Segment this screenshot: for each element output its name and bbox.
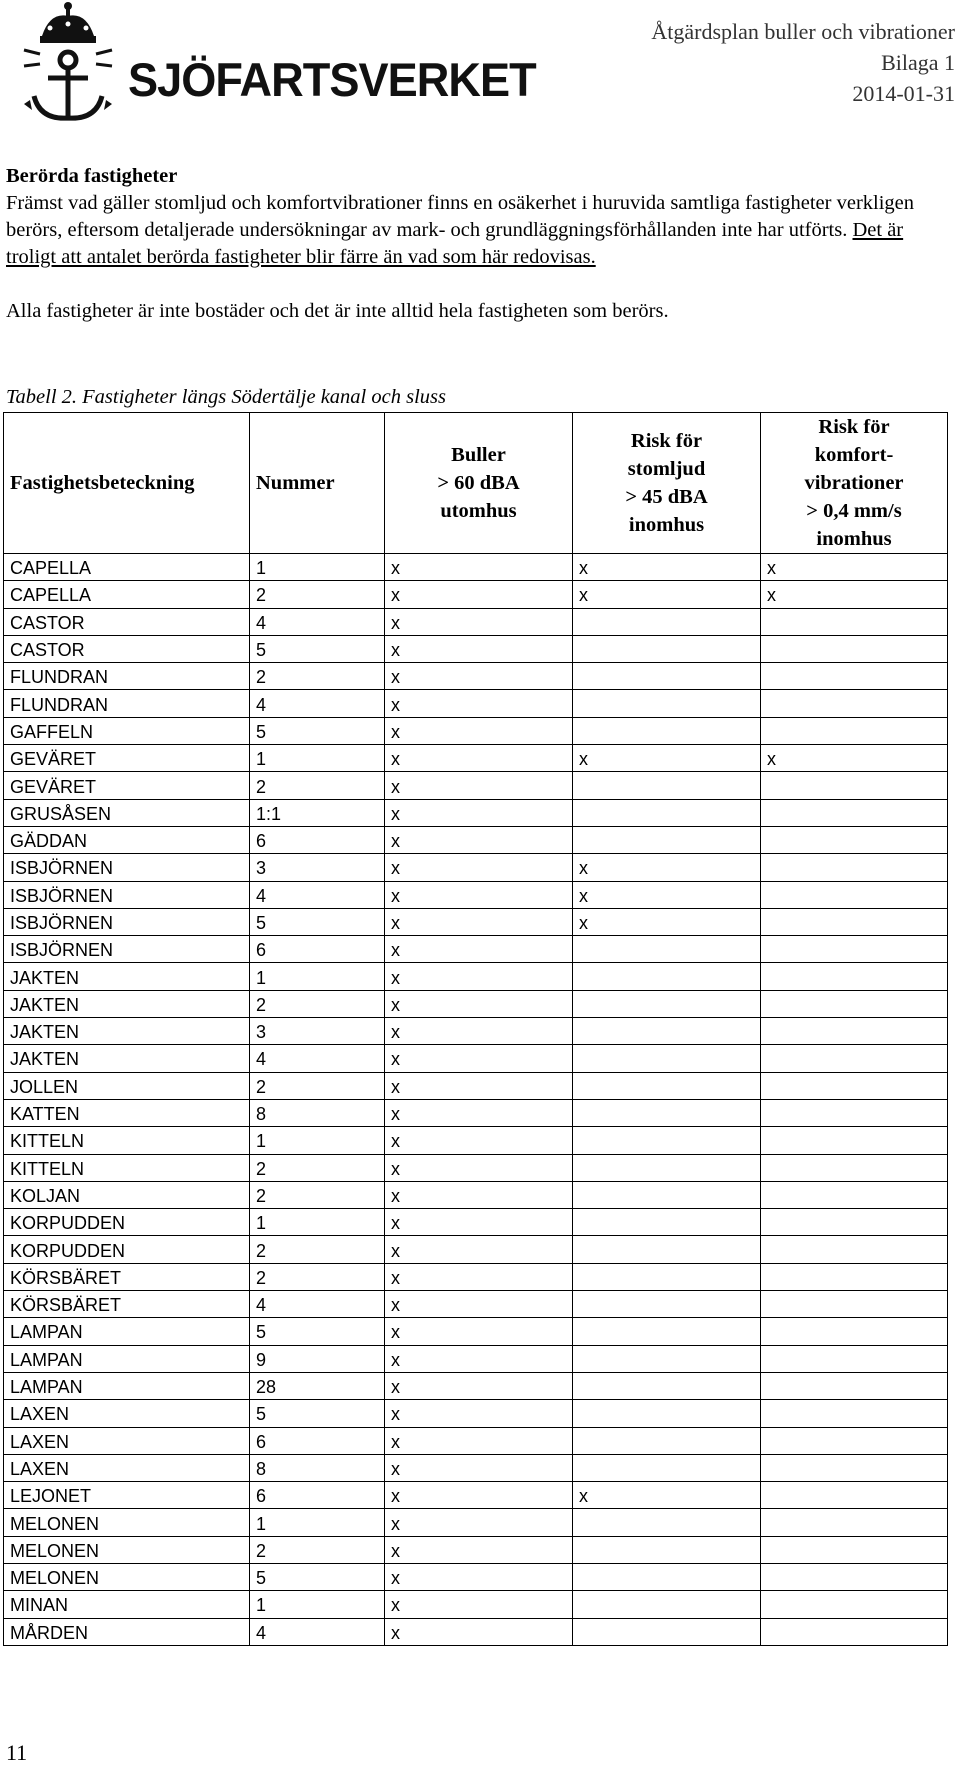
cell-buller: x	[385, 1127, 573, 1154]
section-title: Berörda fastigheter	[6, 165, 178, 187]
cell-fastighetsbeteckning: LAXEN	[4, 1400, 250, 1427]
cell-buller: x	[385, 1345, 573, 1372]
table-row	[4, 1563, 948, 1590]
cell-fastighetsbeteckning: LAXEN	[4, 1427, 250, 1454]
table-row	[4, 990, 948, 1017]
cell-fastighetsbeteckning: CAPELLA	[4, 554, 250, 581]
cell-komfortvibrationer	[761, 1372, 948, 1399]
header-line: utomhus	[440, 500, 517, 522]
cell-stomljud	[573, 1072, 761, 1099]
table-row	[4, 554, 948, 581]
table-row	[4, 1127, 948, 1154]
attachment-label: Bilaga 1	[881, 50, 955, 75]
cell-fastighetsbeteckning: KÖRSBÄRET	[4, 1263, 250, 1290]
cell-nummer: 4	[250, 1291, 385, 1318]
cell-buller: x	[385, 581, 573, 608]
cell-stomljud	[573, 963, 761, 990]
cell-komfortvibrationer	[761, 1427, 948, 1454]
cell-komfortvibrationer	[761, 826, 948, 853]
cell-nummer: 8	[250, 1454, 385, 1481]
cell-buller: x	[385, 1427, 573, 1454]
document-date: 2014-01-31	[852, 81, 955, 106]
cell-nummer: 6	[250, 1427, 385, 1454]
cell-fastighetsbeteckning: GAFFELN	[4, 717, 250, 744]
cell-buller: x	[385, 1482, 573, 1509]
cell-stomljud: x	[573, 745, 761, 772]
cell-buller: x	[385, 554, 573, 581]
cell-stomljud	[573, 608, 761, 635]
table-row	[4, 1509, 948, 1536]
cell-stomljud	[573, 1127, 761, 1154]
cell-komfortvibrationer	[761, 635, 948, 662]
cell-buller: x	[385, 690, 573, 717]
table-row	[4, 663, 948, 690]
crown-icon	[40, 2, 96, 43]
table-row	[4, 1454, 948, 1481]
cell-komfortvibrationer	[761, 1482, 948, 1509]
cell-buller: x	[385, 1181, 573, 1208]
cell-nummer: 1	[250, 1509, 385, 1536]
table-row	[4, 1209, 948, 1236]
cell-stomljud	[573, 1181, 761, 1208]
cell-komfortvibrationer	[761, 663, 948, 690]
cell-fastighetsbeteckning: LEJONET	[4, 1482, 250, 1509]
cell-stomljud	[573, 1263, 761, 1290]
cell-komfortvibrationer	[761, 936, 948, 963]
cell-nummer: 1	[250, 1209, 385, 1236]
cell-stomljud	[573, 1563, 761, 1590]
cell-stomljud	[573, 990, 761, 1017]
cell-nummer: 8	[250, 1099, 385, 1126]
cell-buller: x	[385, 1072, 573, 1099]
header-line: > 0,4 mm/s	[806, 500, 902, 522]
cell-fastighetsbeteckning: KATTEN	[4, 1099, 250, 1126]
cell-fastighetsbeteckning: MELONEN	[4, 1563, 250, 1590]
cell-buller: x	[385, 772, 573, 799]
cell-nummer: 2	[250, 1236, 385, 1263]
cell-fastighetsbeteckning: MELONEN	[4, 1509, 250, 1536]
cell-nummer: 6	[250, 1482, 385, 1509]
cell-fastighetsbeteckning: LAMPAN	[4, 1345, 250, 1372]
cell-fastighetsbeteckning: KITTELN	[4, 1127, 250, 1154]
header-line: Fastighetsbeteckning	[10, 472, 195, 494]
cell-buller: x	[385, 745, 573, 772]
table-row	[4, 1099, 948, 1126]
header-line: Buller	[451, 444, 506, 466]
cell-stomljud	[573, 717, 761, 744]
cell-komfortvibrationer	[761, 1618, 948, 1645]
cell-buller: x	[385, 1018, 573, 1045]
note-paragraph: Alla fastigheter är inte bostäder och det är inte alltid hela fastigheten som berörs.	[6, 300, 669, 322]
header-line: > 45 dBA	[625, 486, 708, 508]
cell-komfortvibrationer	[761, 1181, 948, 1208]
cell-nummer: 2	[250, 1263, 385, 1290]
cell-buller: x	[385, 1509, 573, 1536]
table-row	[4, 581, 948, 608]
cell-nummer: 4	[250, 881, 385, 908]
cell-komfortvibrationer	[761, 963, 948, 990]
table-caption: Tabell 2. Fastigheter längs Södertälje kanal och sluss	[6, 386, 446, 408]
cell-buller: x	[385, 1154, 573, 1181]
cell-buller: x	[385, 635, 573, 662]
cell-buller: x	[385, 990, 573, 1017]
cell-komfortvibrationer	[761, 908, 948, 935]
cell-komfortvibrationer: x	[761, 554, 948, 581]
cell-buller: x	[385, 663, 573, 690]
cell-komfortvibrationer: x	[761, 745, 948, 772]
cell-fastighetsbeteckning: GEVÄRET	[4, 745, 250, 772]
cell-buller: x	[385, 963, 573, 990]
table-row	[4, 1045, 948, 1072]
header-line: stomljud	[627, 458, 706, 480]
table-row	[4, 936, 948, 963]
cell-nummer: 1	[250, 1127, 385, 1154]
document-header	[651, 16, 955, 109]
cell-nummer: 2	[250, 1072, 385, 1099]
cell-nummer: 2	[250, 1181, 385, 1208]
table-row	[4, 690, 948, 717]
cell-stomljud	[573, 1045, 761, 1072]
header-nummer	[250, 413, 385, 554]
cell-fastighetsbeteckning: JAKTEN	[4, 1018, 250, 1045]
cell-fastighetsbeteckning: LAXEN	[4, 1454, 250, 1481]
cell-stomljud	[573, 663, 761, 690]
header-buller	[385, 413, 573, 554]
table-row	[4, 1618, 948, 1645]
cell-fastighetsbeteckning: LAMPAN	[4, 1372, 250, 1399]
cell-nummer: 4	[250, 1045, 385, 1072]
cell-komfortvibrationer	[761, 1591, 948, 1618]
cell-komfortvibrationer: x	[761, 581, 948, 608]
cell-stomljud	[573, 772, 761, 799]
cell-fastighetsbeteckning: KITTELN	[4, 1154, 250, 1181]
cell-komfortvibrationer	[761, 854, 948, 881]
cell-fastighetsbeteckning: ISBJÖRNEN	[4, 936, 250, 963]
table-row	[4, 1482, 948, 1509]
cell-nummer: 5	[250, 1400, 385, 1427]
cell-komfortvibrationer	[761, 1454, 948, 1481]
cell-stomljud	[573, 1509, 761, 1536]
cell-buller: x	[385, 1263, 573, 1290]
header-line: Risk för	[630, 430, 703, 452]
sjofartsverket-logo	[10, 0, 536, 130]
cell-stomljud	[573, 1591, 761, 1618]
table-row	[4, 772, 948, 799]
cell-komfortvibrationer	[761, 1236, 948, 1263]
cell-nummer: 1:1	[250, 799, 385, 826]
cell-stomljud	[573, 1209, 761, 1236]
cell-komfortvibrationer	[761, 1018, 948, 1045]
cell-komfortvibrationer	[761, 1099, 948, 1126]
cell-fastighetsbeteckning: KOLJAN	[4, 1181, 250, 1208]
table-row	[4, 1018, 948, 1045]
cell-fastighetsbeteckning: JAKTEN	[4, 963, 250, 990]
cell-nummer: 2	[250, 990, 385, 1017]
header-line: > 60 dBA	[437, 472, 520, 494]
cell-komfortvibrationer	[761, 608, 948, 635]
cell-nummer: 9	[250, 1345, 385, 1372]
cell-stomljud	[573, 1018, 761, 1045]
cell-komfortvibrationer	[761, 1291, 948, 1318]
cell-komfortvibrationer	[761, 1072, 948, 1099]
cell-buller: x	[385, 881, 573, 908]
cell-fastighetsbeteckning: GÄDDAN	[4, 826, 250, 853]
cell-komfortvibrationer	[761, 881, 948, 908]
table-row	[4, 1263, 948, 1290]
cell-stomljud: x	[573, 908, 761, 935]
cell-komfortvibrationer	[761, 1263, 948, 1290]
cell-komfortvibrationer	[761, 717, 948, 744]
table-row	[4, 1318, 948, 1345]
cell-stomljud	[573, 1454, 761, 1481]
cell-komfortvibrationer	[761, 1045, 948, 1072]
cell-buller: x	[385, 1045, 573, 1072]
cell-nummer: 5	[250, 635, 385, 662]
cell-nummer: 5	[250, 1318, 385, 1345]
cell-nummer: 6	[250, 826, 385, 853]
cell-nummer: 1	[250, 554, 385, 581]
cell-nummer: 1	[250, 1591, 385, 1618]
cell-stomljud	[573, 690, 761, 717]
cell-buller: x	[385, 908, 573, 935]
table-row	[4, 1181, 948, 1208]
cell-stomljud	[573, 1427, 761, 1454]
cell-fastighetsbeteckning: GEVÄRET	[4, 772, 250, 799]
cell-buller: x	[385, 826, 573, 853]
cell-komfortvibrationer	[761, 1536, 948, 1563]
header-line: komfort-	[814, 444, 894, 466]
cell-fastighetsbeteckning: FLUNDRAN	[4, 690, 250, 717]
header-line: Nummer	[256, 472, 335, 494]
cell-buller: x	[385, 717, 573, 744]
document-title: Åtgärdsplan buller och vibrationer	[651, 19, 955, 44]
cell-fastighetsbeteckning: MÅRDEN	[4, 1618, 250, 1645]
cell-buller: x	[385, 1099, 573, 1126]
affected-properties-section	[6, 163, 946, 325]
cell-komfortvibrationer	[761, 1127, 948, 1154]
cell-fastighetsbeteckning: KÖRSBÄRET	[4, 1291, 250, 1318]
cell-stomljud: x	[573, 581, 761, 608]
cell-stomljud	[573, 1291, 761, 1318]
cell-nummer: 5	[250, 717, 385, 744]
cell-stomljud	[573, 1618, 761, 1645]
table-row	[4, 717, 948, 744]
cell-fastighetsbeteckning: CASTOR	[4, 608, 250, 635]
cell-fastighetsbeteckning: KORPUDDEN	[4, 1236, 250, 1263]
cell-fastighetsbeteckning: FLUNDRAN	[4, 663, 250, 690]
header-line: inomhus	[816, 528, 892, 550]
cell-buller: x	[385, 1618, 573, 1645]
cell-fastighetsbeteckning: LAMPAN	[4, 1318, 250, 1345]
table-row	[4, 963, 948, 990]
table-row	[4, 1072, 948, 1099]
cell-komfortvibrationer	[761, 799, 948, 826]
cell-fastighetsbeteckning: MINAN	[4, 1591, 250, 1618]
cell-stomljud: x	[573, 881, 761, 908]
cell-buller: x	[385, 1372, 573, 1399]
table-header-row	[4, 413, 948, 554]
intro-paragraph	[6, 190, 946, 271]
intro-text: Främst vad gäller stomljud och komfortvibrationer finns en osäkerhet i huruvida samtliga fastigheter verkligen berörs, eftersom detaljerade undersökningar av mark- och grundläggningsförhållanden inte har utförts.	[6, 192, 915, 241]
cell-stomljud	[573, 1318, 761, 1345]
cell-komfortvibrationer	[761, 1318, 948, 1345]
table-body	[4, 554, 948, 1646]
cell-stomljud: x	[573, 554, 761, 581]
cell-stomljud	[573, 936, 761, 963]
cell-komfortvibrationer	[761, 1563, 948, 1590]
cell-buller: x	[385, 799, 573, 826]
table-row	[4, 1591, 948, 1618]
cell-buller: x	[385, 936, 573, 963]
cell-nummer: 3	[250, 854, 385, 881]
cell-buller: x	[385, 608, 573, 635]
cell-stomljud	[573, 635, 761, 662]
cell-fastighetsbeteckning: KORPUDDEN	[4, 1209, 250, 1236]
table-row	[4, 881, 948, 908]
cell-nummer: 5	[250, 908, 385, 935]
cell-fastighetsbeteckning: ISBJÖRNEN	[4, 881, 250, 908]
cell-fastighetsbeteckning: GRUSÅSEN	[4, 799, 250, 826]
cell-buller: x	[385, 1400, 573, 1427]
table-row	[4, 1427, 948, 1454]
table-row	[4, 908, 948, 935]
cell-buller: x	[385, 1236, 573, 1263]
table-row	[4, 1291, 948, 1318]
cell-stomljud	[573, 1400, 761, 1427]
cell-komfortvibrationer	[761, 772, 948, 799]
header-stomljud	[573, 413, 761, 554]
cell-stomljud	[573, 1154, 761, 1181]
header-line: inomhus	[628, 514, 705, 536]
cell-nummer: 5	[250, 1563, 385, 1590]
cell-stomljud: x	[573, 1482, 761, 1509]
cell-buller: x	[385, 1454, 573, 1481]
cell-komfortvibrationer	[761, 1400, 948, 1427]
cell-stomljud	[573, 826, 761, 853]
cell-stomljud	[573, 1345, 761, 1372]
cell-komfortvibrationer	[761, 990, 948, 1017]
header-line: Risk för	[818, 416, 890, 438]
cell-nummer: 28	[250, 1372, 385, 1399]
logo-wordmark: SJÖFARTSVERKET	[128, 53, 536, 106]
cell-komfortvibrationer	[761, 1209, 948, 1236]
cell-buller: x	[385, 854, 573, 881]
cell-fastighetsbeteckning: CASTOR	[4, 635, 250, 662]
table-row	[4, 1372, 948, 1399]
cell-nummer: 2	[250, 1154, 385, 1181]
cell-stomljud	[573, 799, 761, 826]
table-row	[4, 635, 948, 662]
table-row	[4, 1400, 948, 1427]
table-row	[4, 1236, 948, 1263]
table-row	[4, 826, 948, 853]
cell-fastighetsbeteckning: CAPELLA	[4, 581, 250, 608]
cell-stomljud	[573, 1236, 761, 1263]
cell-nummer: 4	[250, 608, 385, 635]
header-komfortvibrationer	[761, 413, 948, 554]
cell-buller: x	[385, 1291, 573, 1318]
cell-buller: x	[385, 1318, 573, 1345]
cell-nummer: 2	[250, 663, 385, 690]
anchor-icon	[34, 52, 102, 118]
cell-stomljud	[573, 1372, 761, 1399]
cell-fastighetsbeteckning: MELONEN	[4, 1536, 250, 1563]
cell-nummer: 1	[250, 745, 385, 772]
cell-fastighetsbeteckning: ISBJÖRNEN	[4, 908, 250, 935]
cell-buller: x	[385, 1536, 573, 1563]
table-row	[4, 854, 948, 881]
cell-nummer: 1	[250, 963, 385, 990]
cell-nummer: 2	[250, 772, 385, 799]
cell-stomljud	[573, 1099, 761, 1126]
table-row	[4, 608, 948, 635]
cell-nummer: 2	[250, 1536, 385, 1563]
properties-table	[3, 412, 948, 1646]
cell-nummer: 4	[250, 1618, 385, 1645]
cell-buller: x	[385, 1563, 573, 1590]
cell-buller: x	[385, 1591, 573, 1618]
page-number: 11	[6, 1740, 28, 1765]
cell-fastighetsbeteckning: JAKTEN	[4, 1045, 250, 1072]
cell-komfortvibrationer	[761, 1154, 948, 1181]
header-line: vibrationer	[804, 472, 904, 494]
cell-nummer: 3	[250, 1018, 385, 1045]
cell-komfortvibrationer	[761, 1345, 948, 1372]
cell-fastighetsbeteckning: JAKTEN	[4, 990, 250, 1017]
cell-fastighetsbeteckning: ISBJÖRNEN	[4, 854, 250, 881]
cell-fastighetsbeteckning: JOLLEN	[4, 1072, 250, 1099]
cell-nummer: 6	[250, 936, 385, 963]
cell-komfortvibrationer	[761, 1509, 948, 1536]
table-row	[4, 1154, 948, 1181]
table-row	[4, 1536, 948, 1563]
cell-stomljud	[573, 1536, 761, 1563]
cell-nummer: 4	[250, 690, 385, 717]
table-row	[4, 1345, 948, 1372]
table-row	[4, 745, 948, 772]
cell-buller: x	[385, 1209, 573, 1236]
cell-komfortvibrationer	[761, 690, 948, 717]
intro-underlined-text: Det är troligt att antalet berörda fastigheter blir färre än vad som här redovisas.	[6, 219, 904, 268]
cell-stomljud: x	[573, 854, 761, 881]
cell-nummer: 2	[250, 581, 385, 608]
header-fastighetsbeteckning	[4, 413, 250, 554]
table-row	[4, 799, 948, 826]
